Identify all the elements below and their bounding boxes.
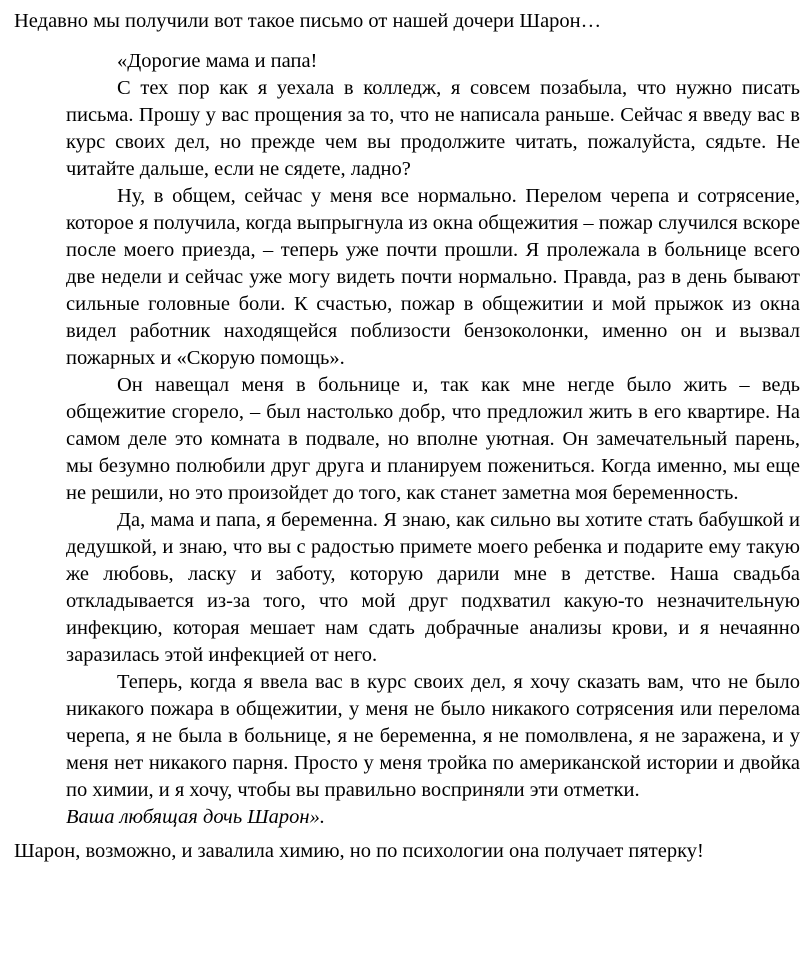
letter-paragraph: С тех пор как я уехала в колледж, я совсем позабыла, что нужно писать письма. Прошу у вас прощения за то, что не написала раньше. Сейчас я введу вас в курс своих дел, но прежде чем вы продолжите читать, пожалуйста, сядьте. Не читайте дальше, если не сядете, ладно? <box>66 77 800 180</box>
letter-block <box>66 48 800 831</box>
letter-paragraph-salutation: «Дорогие мама и папа! <box>117 50 318 72</box>
closing-line: Шарон, возможно, и завалила химию, но по психологии она получает пятерку! <box>14 840 704 862</box>
letter-paragraph: Теперь, когда я ввела вас в курс своих дел, я хочу сказать вам, что не было никакого пожара в общежитии, у меня не было никакого сотрясения или перелома черепа, я не была в больнице, я не беременна, я не помолвлена, я не заражена, и у меня нет никакого парня. Просто у меня тройка по американской истории и двойка по химии, и я хочу, чтобы вы правильно восприняли эти отметки. <box>66 671 800 801</box>
intro-line: Недавно мы получили вот такое письмо от нашей дочери Шарон… <box>14 10 602 32</box>
letter-paragraph: Ну, в общем, сейчас у меня все нормально. Перелом черепа и сотрясение, которое я получила, когда выпрыгнула из окна общежития – пожар случился вскоре после моего приезда, – теперь уже почти прошли. Я пролежала в больнице всего две недели и сейчас уже могу видеть почти нормально. Правда, раз в день бывают сильные головные боли. К счастью, пожар в общежитии и мой прыжок из окна видел работник находящейся поблизости бензоколонки, именно он и вызвал пожарных и «Скорую помощь». <box>66 185 800 369</box>
letter-paragraph: Да, мама и папа, я беременна. Я знаю, как сильно вы хотите стать бабушкой и дедушкой, и знаю, что вы с радостью примете моего ребенка и подарите ему такую же любовь, ласку и заботу, которую дарили мне в детстве. Наша свадьба откладывается из-за того, что мой друг подхватил какую-то незначительную инфекцию, которая мешает нам сдать добрачные анализы крови, и я нечаянно заразилась этой инфекцией от него. <box>66 509 800 666</box>
letter-paragraph: Он навещал меня в больнице и, так как мне негде было жить – ведь общежитие сгорело, – был настолько добр, что предложил жить в его квартире. На самом деле это комната в подвале, но вполне уютная. Он замечательный парень, мы безумно полюбили друг друга и планируем пожениться. Когда именно, мы еще не решили, но это произойдет до того, как станет заметна моя беременность. <box>66 374 800 504</box>
letter-signature: Ваша любящая дочь Шарон». <box>66 806 325 828</box>
